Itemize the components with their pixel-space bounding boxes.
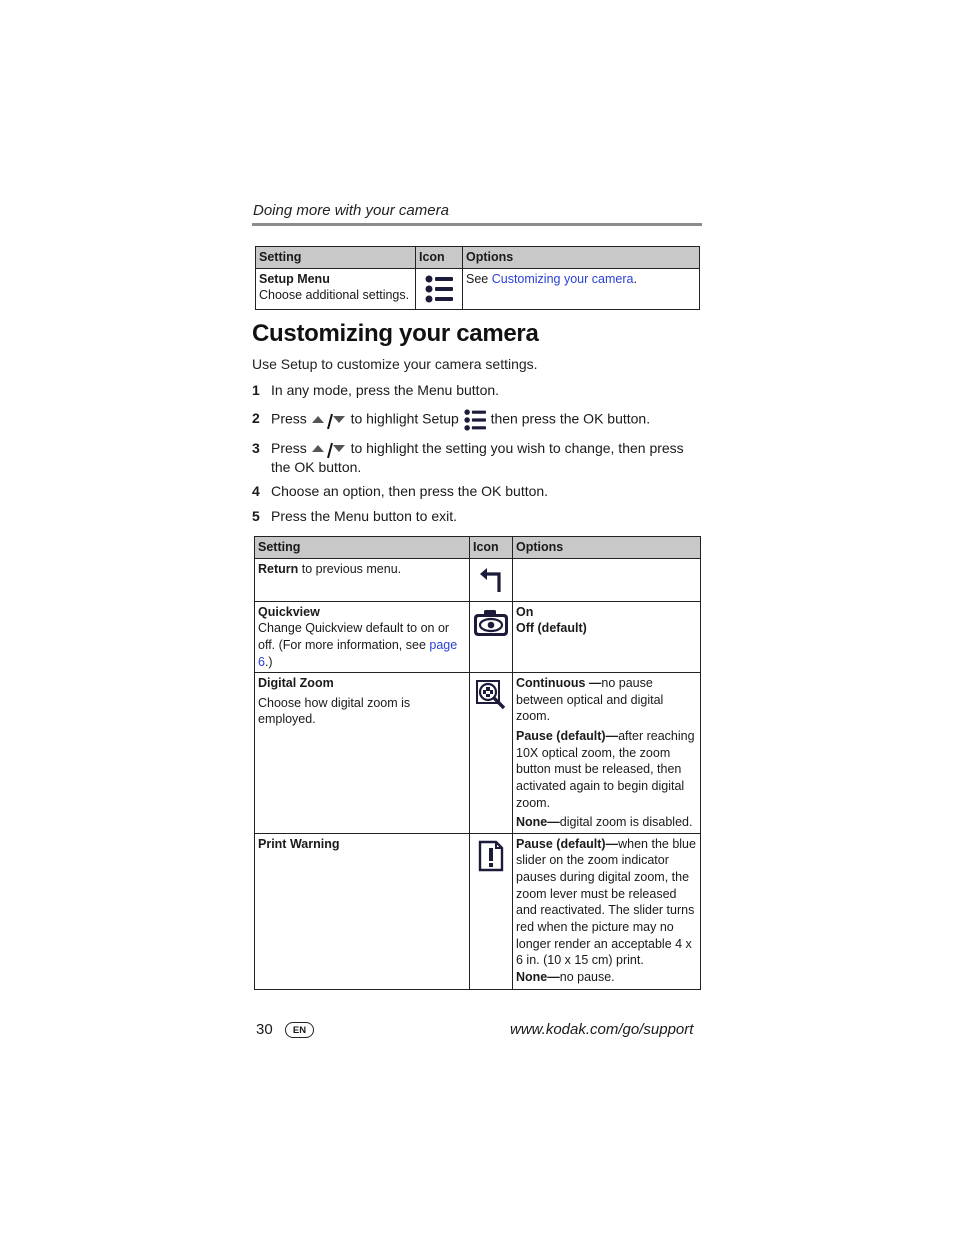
step-number: 5 [252, 508, 260, 524]
table-header-options: Options [463, 247, 700, 269]
step-text: Press [271, 410, 311, 427]
step-text: In any mode, press the Menu button. [271, 382, 500, 398]
options-cell [513, 833, 701, 989]
option-pause-default [516, 836, 697, 969]
description-text: Change Quickview default to on or off. (For more information, see [258, 621, 450, 652]
options-cell [463, 268, 700, 310]
return-arrow-icon [478, 565, 504, 593]
step-number: 4 [252, 483, 260, 499]
option-text: when the blue slider on the zoom indicator pauses during digital zoom, the zoom lever must be released and reactivated. The slider turns red when the picture may no longer render an acceptable 4 x 6 in. (10 x 15 cm) print. [516, 836, 696, 968]
options-cell [513, 673, 701, 834]
step-text-mid: to highlight Setup [350, 410, 463, 427]
digital-zoom-icon [475, 679, 507, 711]
table-row [255, 833, 701, 989]
option-none [516, 969, 697, 986]
step-text: Press the Menu button to exit. [271, 508, 457, 524]
setup-options-table [254, 536, 701, 990]
customizing-link[interactable]: Customizing your camera [491, 271, 634, 286]
step-4 [252, 482, 702, 501]
option-off-default: Off (default) [516, 621, 587, 636]
option-text: no pause between optical and digital zoom. [516, 676, 664, 724]
setting-name: Print Warning [258, 836, 340, 851]
option-text: digital zoom is disabled. [559, 815, 693, 830]
option-on: On [516, 604, 534, 619]
option-pause-default [516, 728, 697, 811]
icon-cell [470, 558, 513, 601]
option-label: None— [516, 815, 560, 830]
table-row [255, 558, 701, 601]
setting-name: Setup Menu [259, 271, 330, 286]
option-text: after reaching 10X optical zoom, the zoom button must be released, then activated again to begin digital zoom. [516, 729, 695, 810]
setting-name: Digital Zoom [258, 676, 334, 691]
icon-cell [470, 673, 513, 834]
options-cell [513, 601, 701, 673]
setting-name: Return [258, 561, 299, 576]
option-none [516, 814, 697, 831]
icon-cell [470, 833, 513, 989]
support-url[interactable]: www.kodak.com/go/support [510, 1021, 694, 1038]
step-text-end: to highlight the setting you wish to change, then press the OK button. [271, 440, 684, 476]
table-header-options: Options [513, 537, 701, 559]
option-label: Pause (default)— [516, 729, 619, 743]
setting-name: Quickview [258, 604, 320, 619]
setting-cell [255, 558, 470, 601]
step-number: 1 [252, 382, 260, 398]
page-6-link[interactable]: page 6 [258, 637, 458, 669]
table-row [255, 673, 701, 834]
setting-description: Choose how digital zoom is employed. [258, 695, 411, 727]
description-end: .) [264, 654, 273, 669]
option-label: None— [516, 969, 560, 984]
icon-cell [416, 268, 463, 310]
setup-menu-table [255, 246, 700, 310]
language-badge: EN [285, 1022, 314, 1038]
option-continuous [516, 675, 697, 725]
step-text-end: then press the OK button. [490, 410, 651, 427]
option-text: no pause. [559, 969, 615, 984]
intro-text: Use Setup to customize your camera settings. [252, 356, 538, 372]
table-row [255, 601, 701, 673]
options-text: See [466, 271, 492, 286]
table-header-icon: Icon [470, 537, 513, 559]
option-label: Continuous — [516, 676, 602, 691]
step-text: Choose an option, then press the OK button. [271, 483, 549, 499]
option-label: Pause (default)— [516, 836, 619, 851]
step-5 [252, 507, 702, 526]
section-title: Customizing your camera [252, 320, 539, 347]
quickview-eye-icon [473, 608, 509, 638]
setting-cell [255, 601, 470, 673]
options-suffix: . [633, 271, 637, 286]
up-down-arrows-icon [311, 411, 347, 429]
step-2 [252, 409, 702, 431]
setting-cell [255, 833, 470, 989]
print-warning-icon [477, 840, 505, 872]
step-3 [252, 439, 702, 477]
icon-cell [470, 601, 513, 673]
step-number: 3 [252, 440, 260, 456]
step-text: Press [271, 440, 311, 456]
table-header-icon: Icon [416, 247, 463, 269]
running-header: Doing more with your camera [253, 202, 449, 219]
page-number: 30 [256, 1021, 273, 1038]
step-number: 2 [252, 410, 260, 426]
table-header-setting: Setting [256, 247, 416, 269]
setting-description: Choose additional settings. [259, 288, 410, 303]
setting-description: to previous menu. [298, 561, 402, 576]
setup-menu-icon [463, 409, 487, 431]
step-1 [252, 381, 702, 400]
setting-cell [256, 268, 416, 310]
options-cell [513, 558, 701, 601]
setting-cell [255, 673, 470, 834]
setup-menu-icon [424, 275, 454, 303]
header-rule [252, 223, 702, 226]
up-down-arrows-icon [311, 440, 347, 458]
setting-description [258, 620, 466, 670]
table-header-setting: Setting [255, 537, 470, 559]
